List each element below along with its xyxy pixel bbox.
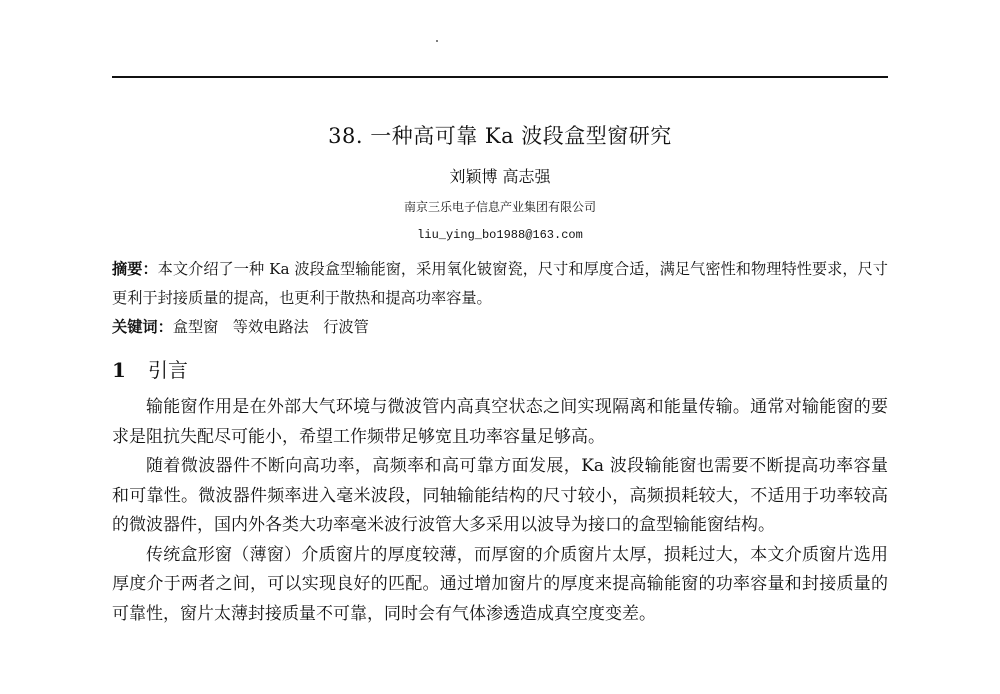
abstract [112,255,888,313]
body-paragraph: 随着微波器件不断向高功率，高频率和高可靠方面发展，Ka 波段输能窗也需要不断提高功率容量和可靠性。微波器件频率进入毫米波段，同轴输能结构的尺寸较小，高频损耗较大，不适用于功率较高的微波器件，国内外各类大功率毫米波行波管大多采用以波导为接口的盒型输能窗结构。 [112,456,888,535]
section-number: 1 [112,358,126,382]
abstract-text: 本文介绍了一种 Ka 波段盒型输能窗，采用氧化铍窗瓷，尺寸和厚度合适，满足气密性和物理特性要求，尺寸更利于封接质量的提高，也更利于散热和提高功率容量。 [112,260,888,307]
body-paragraph: 传统盒形窗（薄窗）介质窗片的厚度较薄，而厚窗的介质窗片太厚，损耗过大，本文介质窗片选用厚度介于两者之间，可以实现良好的匹配。通过增加窗片的厚度来提高输能窗的功率容量和封接质量的可靠性，窗片太薄封接质量不可靠，同时会有气体渗透造成真空度变差。 [112,544,888,624]
keywords-label: 关键词： [112,318,173,336]
body-paragraph: 输能窗作用是在外部大气环境与微波管内高真空状态之间实现隔离和能量传输。通常对输能窗的要求是阻抗失配尽可能小，希望工作频带足够宽且功率容量足够高。 [112,397,888,447]
paper-title: 38. 一种高可靠 Ka 波段盒型窗研究 [328,124,672,148]
scan-speck [436,40,438,42]
body-text [112,393,888,629]
header-rule [112,76,888,78]
paper-authors: 刘颖博 高志强 [449,167,551,186]
author-email: liu_ying_bo1988@163.com [417,228,583,242]
section-heading [112,352,888,388]
section-title: 引言 [148,358,188,382]
paper-affiliation: 南京三乐电子信息产业集团有限公司 [403,200,596,214]
abstract-label: 摘要： [112,260,158,278]
keywords [112,314,888,340]
keywords-text: 盒型窗 等效电路法 行波管 [172,318,369,336]
